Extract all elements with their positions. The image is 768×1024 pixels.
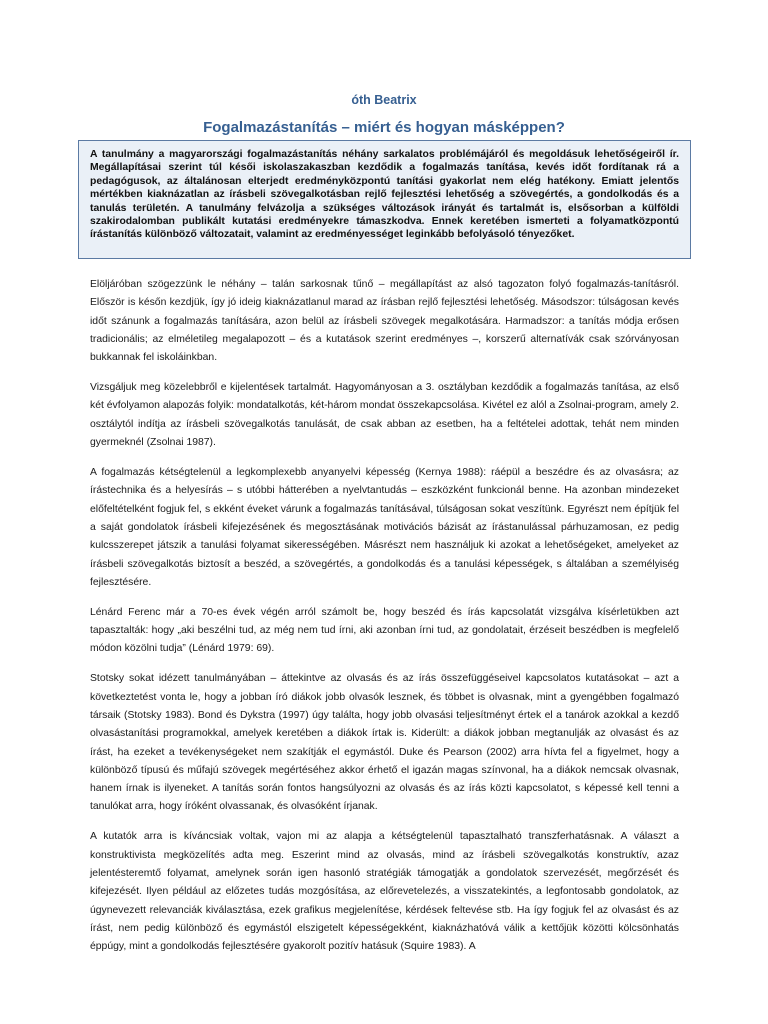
abstract-box [78,140,691,259]
paragraph-3: A fogalmazás kétségtelenül a legkomplexebb anyanyelvi képesség (Kernya 1988): ráépül a beszédre és az olvasásra; az írástechnika és a helyesírás – s utóbbi hátterében a nyelvtantudás – eszközként funkcionál benne. Ha azonban mindezeket előfeltételként fogjuk fel, s ekként éveket várunk a fogalmazás tanításával, túlságosan sokat veszítünk. Egyrészt nem építjük fel a saját gondolatok írásbeli kifejezésének és megosztásának motivációs bázisát az írástanulással párhuzamosan, ez pedig kulcsszerepet játszik a tanulási folyamat sikerességében. Másrészt nem használjuk ki azokat a lehetőségeket, amelyeket az írásbeli szövegalkotás biztosít a beszéd, a szövegértés, a gondolkodás és a tanulási képességek, s általában a személyiség fejlesztésére. [90,467,679,588]
paragraph-6: A kutatók arra is kíváncsiak voltak, vajon mi az alapja a kétségtelenül tapasztalható transzferhatásnak. A választ a konstruktivista megközelítés adta meg. Eszerint mind az olvasás, mind az írásbeli szövegalkotás konstruktív, azaz jelentésteremtő folyamat, amelynek során igen hasonló stratégiák támogatják a gondolatok szervezését, megőrzését és kifejezését. Ilyen például az előzetes tudás mozgósítása, az előrevetelezés, a visszatekintés, a legfontosabb gondolatok, az úgynevezett relevanciák kiválasztása, ezek grafikus megjelenítése, kérdések feltevése stb. Ha így fogjuk fel az olvasást és az írást, nem pedig különböző és egymástól elszigetelt képességekként, kiaknázhatóvá válik a kettőjük közötti kölcsönhatás éppúgy, mint a gondolkodás fejlesztésére gyakorolt pozitív hatásuk (Squire 1983). A [90,831,679,953]
body-text [90,276,679,968]
paragraph-5: Stotsky sokat idézett tanulmányában – áttekintve az olvasás és az írás összefüggéseivel kapcsolatos kutatásokat – azt a következtetést vonta le, hogy a jobban író diákok jobb olvasók lesznek, és többet is olvasnak, mint a gyengébben fogalmazó társaik (Stotsky 1983). Bond és Dykstra (1997) úgy találta, hogy jobb olvasási teljesítményt értek el a tanárok azokkal a kezdő olvasástanítási programokkal, amelyek keretében a diákok írtak is. Kiderült: a diákok jobban megtanulják az olvasást és az írást, ha ezeket a tevékenységeket nem szakítják el egymástól. Duke és Pearson (2002) arra hívta fel a figyelmet, hogy a különböző típusú és műfajú szövegek megértéséhez akkor érhető el igazán magas színvonal, ha a diákok nemcsak olvasnak, hanem írnak is ilyeneket. A tanítás során fontos hangsúlyozni az olvasás és az írás közti kapcsolatot, s képessé kell tenni a tanulókat arra, hogy íróként olvassanak, és olvasóként írjanak. [90,673,679,813]
abstract-text: A tanulmány a magyarországi fogalmazástanítás néhány sarkalatos problémájáról és megoldásuk lehetőségeiről ír. Megállapításai szerint túl késői iskolaszakaszban kezdődik a fogalmazás tanítása, kevés időt fordítanak rá a pedagógusok, az általánosan elterjedt eredményközpontú tanítási gyakorlat nem elég hatékony. Emiatt jelentős mértékben kiaknázatlan az írásbeli szövegalkotásban rejlő fejlesztési lehetőség a szövegértés, a gondolkodás és a tanulás területén. A tanulmány felvázolja a szükséges változások irányát és tartalmát is, elsősorban a külföldi szakirodalomban publikált kutatási eredményekre támaszkodva. Ennek keretében ismerteti a folyamatközpontú írástanítás különböző változatait, valamint az eredményességet leginkább befolyásoló tényezőket. [90,149,679,241]
paragraph-4: Lénárd Ferenc már a 70-es évek végén arról számolt be, hogy beszéd és írás kapcsolatát vizsgálva kísérletükben azt tapasztalták: hogy „aki beszélni tud, az még nem tud írni, aki azonban írni tud, az gondolatait, érzéseit beszédben is megfelelő módon közölni tudja” (Lénárd 1979: 69). [90,606,679,655]
paper-title: Fogalmazástanítás – miért és hogyan másképpen? [203,119,565,136]
paragraph-2: Vizsgáljuk meg közelebbről e kijelentések tartalmát. Hagyományosan a 3. osztályban kezdődik a fogalmazás tanítása, az első két évfolyamon alapozás folyik: mondatalkotás, két-három mondat összekapcsolása. Kivétel ez alól a Zsolnai-program, amely 2. osztálytól indítja az írásbeli szövegalkotás tanulását, de csak abban az esetben, ha a feltételei adottak, tehát nem minden gyermeknél (Zsolnai 1987). [90,382,679,449]
author-name: óth Beatrix [351,93,417,107]
paragraph-1: Elöljáróban szögezzünk le néhány – talán sarkosnak tűnő – megállapítást az alsó tagozaton folyó fogalmazás-tanításról. Először is későn kezdjük, így jó ideig kiaknázatlanul marad az írásban rejlő fejlesztési lehetőség. Másodszor: túlságosan kevés időt szánunk a fogalmazás tanítására, azon belül az írásbeli szövegek megalkotására. Harmadszor: a tanítás módja erősen tradicionális; az elméletileg megalapozott – és a kutatások szerint eredményes –, korszerű alternatívák csak szórványosan bukkannak fel iskoláinkban. [90,279,679,364]
